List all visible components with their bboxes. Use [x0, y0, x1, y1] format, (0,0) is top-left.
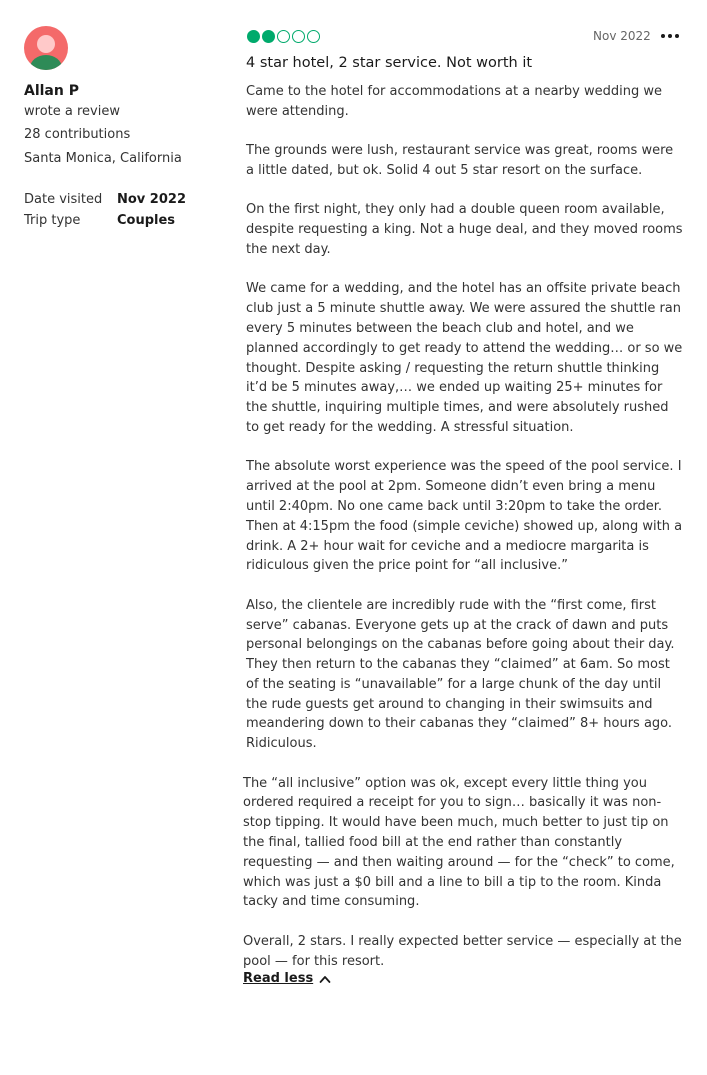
reviewer-contributions: 28 contributions	[24, 127, 131, 142]
rating-bubbles	[247, 30, 320, 43]
more-dot	[668, 34, 672, 38]
date-visited-label: Date visited	[24, 192, 103, 207]
read-less-label: Read less	[243, 971, 314, 986]
chevron-up-icon	[319, 974, 331, 984]
review-paragraph: The “all inclusive” option was ok, except every little thing you ordered required a receipt for you to sign… basically it was non-stop tipping. It would have been much, much better to just tip on the final, tallied food bill at the end rather than constantly requesting — and then waiting around — for the “check” to come, which was just a $0 bill and a line to bill a tip to the room. Kinda tacky and time consuming.	[243, 775, 675, 910]
review-paragraph: Came to the hotel for accommodations at a nearby wedding we were attending.	[246, 84, 662, 119]
rating-bubble-filled	[262, 30, 275, 43]
user-avatar-icon[interactable]	[24, 26, 68, 70]
more-dot	[661, 34, 665, 38]
review-title: 4 star hotel, 2 star service. Not worth it	[246, 55, 533, 71]
reviewer-action: wrote a review	[24, 104, 120, 119]
review-paragraph: The absolute worst experience was the speed of the pool service. I arrived at the pool at 2pm. Someone didn’t even bring a menu until 2:40pm. No one came back until 3:20pm to take the order. Then at 4:15pm the food (simple ceviche) showed up, along with a drink. A 2+ hour wait for ceviche and a mediocre margarita is ridiculous given the price point for “all inclusive.”	[246, 459, 683, 574]
review-paragraph: We came for a wedding, and the hotel has an offsite private beach club just a 5 minute shuttle away. We were assured the shuttle ran every 5 minutes between the beach club and hotel, and we planned accordingly to get ready to attend the wedding… or so we thought. Despite asking / requesting the return shuttle thinking it’d be 5 minutes away,… we ended up waiting 25+ minutes for the shuttle, inquiring multiple times, and were absolutely rushed to get ready for the wedding. A stressful situation.	[246, 281, 683, 435]
trip-type-label: Trip type	[24, 213, 81, 228]
rating-bubble-empty	[292, 30, 305, 43]
reviewer-location: Santa Monica, California	[24, 151, 182, 166]
review-date: Nov 2022	[593, 29, 651, 43]
review-paragraph: Also, the clientele are incredibly rude with the “first come, first serve” cabanas. Everyone gets up at the crack of dawn and puts personal belongings on the cabanas before going about their day. They then return to the cabanas they “claimed” at 6am. So most of the seating is “unavailable” for a large chunk of the day until the rude guests get around to changing in their swimsuits and meandering down to their cabanas they “claimed” 8+ hours ago. Ridiculous.	[246, 597, 675, 752]
rating-bubble-empty	[307, 30, 320, 43]
rating-bubble-empty	[277, 30, 290, 43]
review-paragraph: Overall, 2 stars. I really expected better service — especially at the pool — for this resort.	[243, 933, 682, 969]
review-paragraph: On the first night, they only had a double queen room available, despite requesting a king. Not a huge deal, and they moved rooms the next day.	[246, 202, 683, 257]
more-options-icon[interactable]	[661, 34, 679, 38]
trip-type-value: Couples	[117, 213, 176, 228]
date-visited-value: Nov 2022	[117, 192, 186, 207]
more-dot	[675, 34, 679, 38]
review-body	[243, 82, 684, 991]
read-less-button[interactable]	[243, 971, 331, 986]
reviewer-name[interactable]: Allan P	[24, 83, 79, 99]
avatar-head	[37, 35, 55, 53]
avatar-body	[30, 55, 62, 70]
rating-bubble-filled	[247, 30, 260, 43]
review-paragraph: The grounds were lush, restaurant service was great, rooms were a little dated, but ok. Solid 4 out 5 star resort on the surface.	[246, 143, 674, 178]
